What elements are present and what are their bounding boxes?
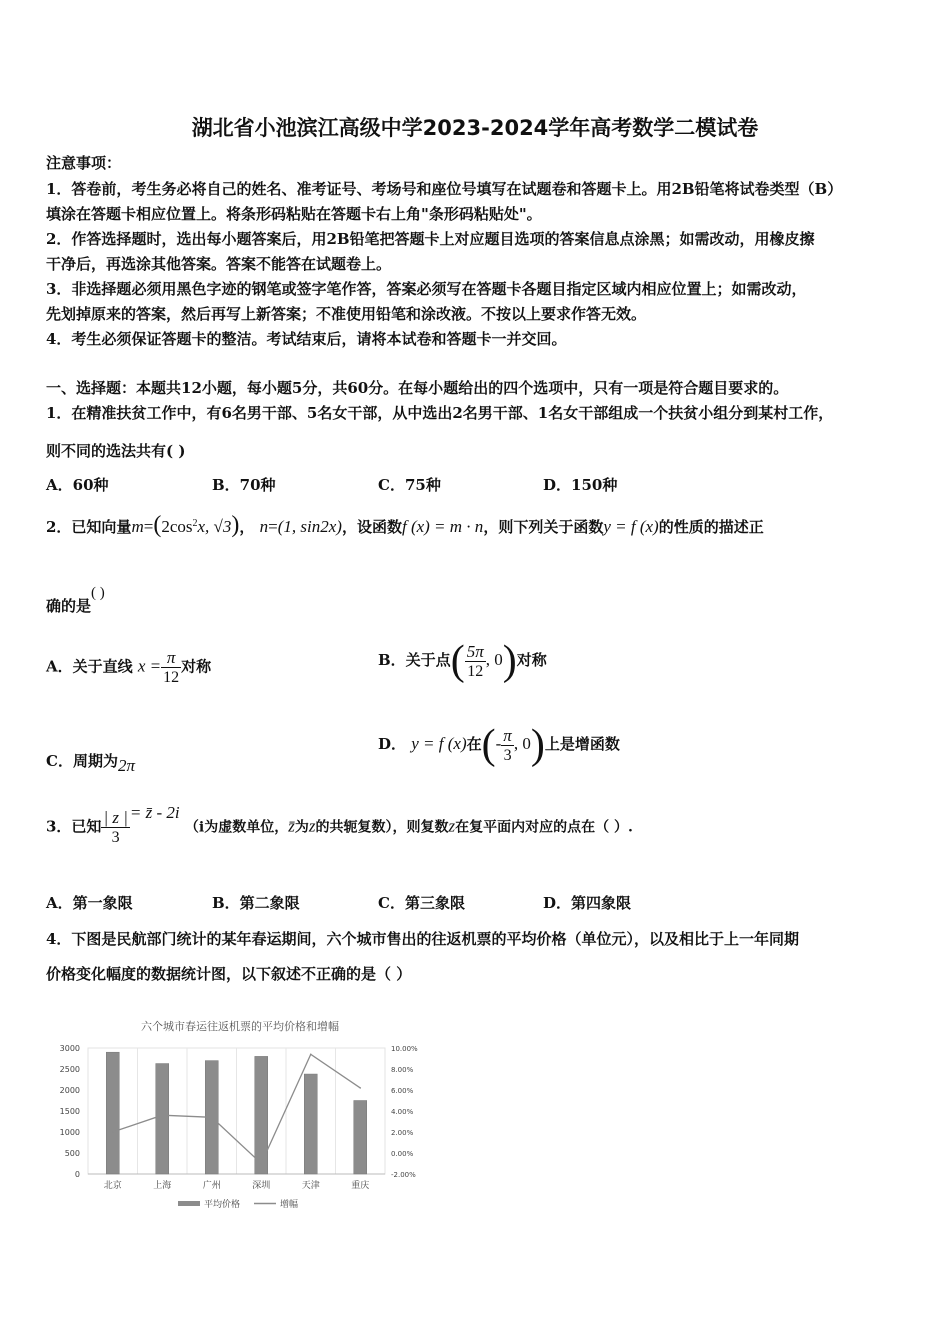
legend-bar-swatch <box>178 1201 200 1206</box>
q2-option-d: D． y = f (x)在(- $\frac{\pi}{3}$ , 0)上是增函数 <box>378 722 620 768</box>
q1-option-b: B．70种 <box>212 476 276 494</box>
q3-option-d: D．第四象限 <box>543 894 632 912</box>
growth-point-深圳 <box>260 1163 262 1165</box>
growth-point-天津 <box>310 1054 312 1056</box>
growth-point-广州 <box>211 1117 213 1119</box>
page-title: 湖北省小池滨江高级中学2023-2024学年高考数学二模试卷 <box>191 116 759 140</box>
q3-stem: 3．已知 $\frac{| z |}{3}$ = z̄ - 2i （i为虚数单位，z̄为z的共轭复数），则复数z在复平面内对应的点在（ ）. <box>46 802 633 846</box>
q2-option-b: B．关于点( $\frac{5\pi}{12}$ , 0)对称 <box>378 638 547 684</box>
right-tick-label: 8.00% <box>391 1066 414 1074</box>
q2-stem: 确的是( ) <box>46 585 105 615</box>
category-label: 天津 <box>301 1181 320 1191</box>
q2-stem: 2．已知向量$m=(2\cos^2x$, √3)， n=(1, sin2x)，设函数f (x) = m · n，则下列关于函数y = f (x)的性质的描述正 <box>46 512 764 538</box>
left-tick-label: 3000 <box>59 1044 80 1053</box>
bar-北京 <box>106 1052 119 1174</box>
bar-天津 <box>304 1074 317 1174</box>
category-label: 上海 <box>153 1181 172 1191</box>
left-tick-label: 500 <box>64 1149 80 1158</box>
legend-bar-label: 平均价格 <box>204 1200 241 1210</box>
section-heading: 一、选择题：本题共12小题，每小题5分，共60分。在每小题给出的四个选项中，只有一项是符合题目要求的。 <box>46 379 789 397</box>
notice-heading: 注意事项： <box>46 154 122 172</box>
q2-option-a: A．关于直线 x = $\frac{\pi}{12}$ 对称 <box>46 648 212 686</box>
q1-stem: 1．在精准扶贫工作中，有6名男干部、5名女干部，从中选出2名男干部、1名女干部组成一个扶贫小组分到某村工作， <box>46 404 834 422</box>
category-label: 广州 <box>202 1181 221 1191</box>
q1-option-a: A．60种 <box>46 476 109 494</box>
right-tick-label: 6.00% <box>391 1087 414 1095</box>
left-tick-label: 2000 <box>59 1086 80 1095</box>
q4-stem: 4．下图是民航部门统计的某年春运期间，六个城市售出的往返机票的平均价格（单位元），以及相比于上一年同期 <box>46 930 799 948</box>
q4-stem: 价格变化幅度的数据统计图，以下叙述不正确的是（ ） <box>46 965 412 983</box>
right-tick-label: 10.00% <box>391 1045 418 1053</box>
left-tick-label: 1000 <box>59 1128 80 1137</box>
q3-option-a: A．第一象限 <box>46 894 133 912</box>
notice-line: 先划掉原来的答案，然后再写上新答案；不准使用铅笔和涂改液。不按以上要求作答无效。 <box>46 305 647 323</box>
bar-上海 <box>156 1064 169 1174</box>
notice-line: 填涂在答题卡相应位置上。将条形码粘贴在答题卡右上角"条形码粘贴处"。 <box>46 205 542 223</box>
right-tick-label: 4.00% <box>391 1108 414 1116</box>
bar-重庆 <box>354 1101 367 1175</box>
left-tick-label: 2500 <box>59 1065 80 1074</box>
category-label: 深圳 <box>252 1181 271 1191</box>
notice-line: 干净后，再选涂其他答案。答案不能答在试题卷上。 <box>46 255 392 273</box>
price-chart <box>40 1010 440 1220</box>
q1-option-c: C．75种 <box>378 476 441 494</box>
q3-option-c: C．第三象限 <box>378 894 465 912</box>
right-tick-label: 2.00% <box>391 1129 414 1137</box>
notice-line: 4．考生必须保证答题卡的整洁。考试结束后，请将本试卷和答题卡一并交回。 <box>46 330 567 348</box>
vector-n: n <box>259 517 269 536</box>
growth-point-重庆 <box>359 1087 361 1089</box>
bar-深圳 <box>255 1056 268 1174</box>
right-tick-label: -2.00% <box>391 1171 416 1179</box>
notice-line: 3．非选择题必须用黑色字迹的钢笔或签字笔作答，答案必须写在答题卡各题目指定区域内相应位置上；如需改动， <box>46 280 807 298</box>
chart-title: 六个城市春运往返机票的平均价格和增幅 <box>141 1020 339 1033</box>
q2-option-c: C．周期为2π <box>46 752 135 775</box>
left-tick-label: 1500 <box>59 1107 80 1116</box>
category-label: 重庆 <box>351 1181 370 1191</box>
q1-stem: 则不同的选法共有( ) <box>46 442 186 460</box>
function-f: f (x) = m · n <box>401 517 484 536</box>
category-label: 北京 <box>103 1181 122 1191</box>
q1-option-d: D．150种 <box>543 476 618 494</box>
notice-line: 2．作答选择题时，选出每小题答案后，用2B铅笔把答题卡上对应题目选项的答案信息点涂黑；如需改动，用橡皮擦 <box>46 230 815 248</box>
q3-option-b: B．第二象限 <box>212 894 300 912</box>
vector-m: m <box>131 517 144 536</box>
notice-line: 1．答卷前，考生务必将自己的姓名、准考证号、考场号和座位号填写在试题卷和答题卡上。用2B铅笔将试卷类型（B） <box>46 180 843 198</box>
left-tick-label: 0 <box>74 1170 80 1179</box>
right-tick-label: 0.00% <box>391 1150 414 1158</box>
growth-point-上海 <box>161 1114 163 1116</box>
legend-line-label: 增幅 <box>280 1200 299 1210</box>
growth-point-北京 <box>112 1131 114 1133</box>
